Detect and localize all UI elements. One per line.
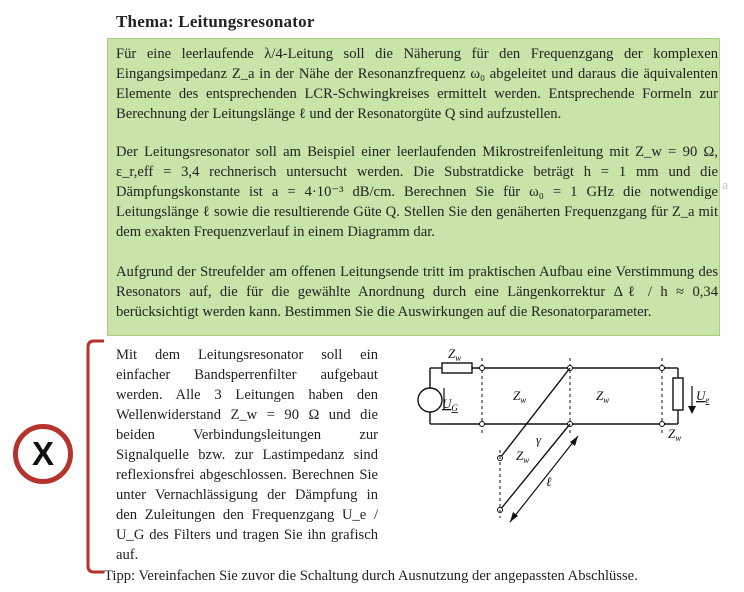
label-zw-load: $Z_w$ bbox=[668, 426, 682, 443]
paragraph-1: Für eine leerlaufende λ/4-Leitung soll die Näherung für den Frequenzgang der komplexen Eingangsimpedanz Z_a in der Nähe der Resonanzfrequenz ω₀ abgeleitet und daraus die äquivalenten Elemente des entsprechenden LCR-Schwingkreises ermittelt werden. Entsprechende Formeln zur Berechnung der Leitungslänge ℓ und der Resonatorgüte Q sind aufzustellen. bbox=[116, 46, 718, 122]
load-resistor bbox=[673, 378, 683, 410]
label-gamma: γ bbox=[536, 432, 542, 447]
label-ue: $U_e$ bbox=[696, 388, 710, 405]
task-marker-x: X bbox=[13, 424, 73, 484]
task-x-tip: Tipp: Vereinfachen Sie zuvor die Schaltung durch Ausnutzung der angepassten Abschlüsse. bbox=[104, 568, 638, 584]
paragraph-2: Der Leitungsresonator soll am Beispiel einer leerlaufenden Mikrostreifenleitung mit Z_w = 90 Ω, ε_r,eff = 3,4 rechnerisch untersucht werden. Die Substratdicke beträgt h = 1 mm und die Dämpfungskonstante ist a = 4·10⁻³ dB/cm. Berechnen Sie für ω₀ = 1 GHz die notwendige Leitungslänge ℓ sowie die resultierende Güte Q. Stellen Sie den genäherten Frequenzgang für Z_a mit dem exakten Frequenzverlauf in einem Diagramm dar. bbox=[116, 144, 718, 240]
label-ug: $U_G$ bbox=[442, 396, 458, 413]
task-x-text: Mit dem Leitungsresonator soll ein einfacher Bandsperrenfilter aufgebaut werden. Alle 3 Leitungen haben den Wellenwiderstand Z_w = 90 Ω und die beiden Verbindungsleitungen zur Signalquelle bzw. zur Lastimpedanz sind reflexionsfrei abgeschlossen. Berechnen Sie unter Vernachlässigung der Dämpfung in den Zuleitungen den Frequenzgang U_e / U_G des Filters und tragen Sie ihn grafisch auf. bbox=[116, 347, 378, 563]
label-zw-source: $Z_w$ bbox=[448, 346, 462, 363]
label-zw-line1: $Z_w$ bbox=[513, 388, 527, 405]
page-title: Thema: Leitungsresonator bbox=[116, 12, 315, 31]
source-symbol bbox=[418, 388, 442, 412]
circuit-diagram bbox=[400, 340, 720, 530]
label-zw-stub: $Z_w$ bbox=[516, 448, 530, 465]
label-zw-line2: $Z_w$ bbox=[596, 388, 610, 405]
source-resistor bbox=[442, 363, 472, 373]
paragraph-3: Aufgrund der Streufelder am offenen Leitungsende tritt im praktischen Aufbau eine Verstimmung des Resonators auf, die für die gewählte Anordnung durch eine Längenkorrektur Δℓ / h ≈ 0,34 berücksichtigt werden kann. Bestimmen Sie die Auswirkungen auf die Resonatorparameter. bbox=[116, 264, 718, 320]
label-length: ℓ bbox=[546, 474, 552, 489]
margin-note: a bbox=[722, 180, 729, 192]
task-bracket bbox=[0, 0, 110, 592]
